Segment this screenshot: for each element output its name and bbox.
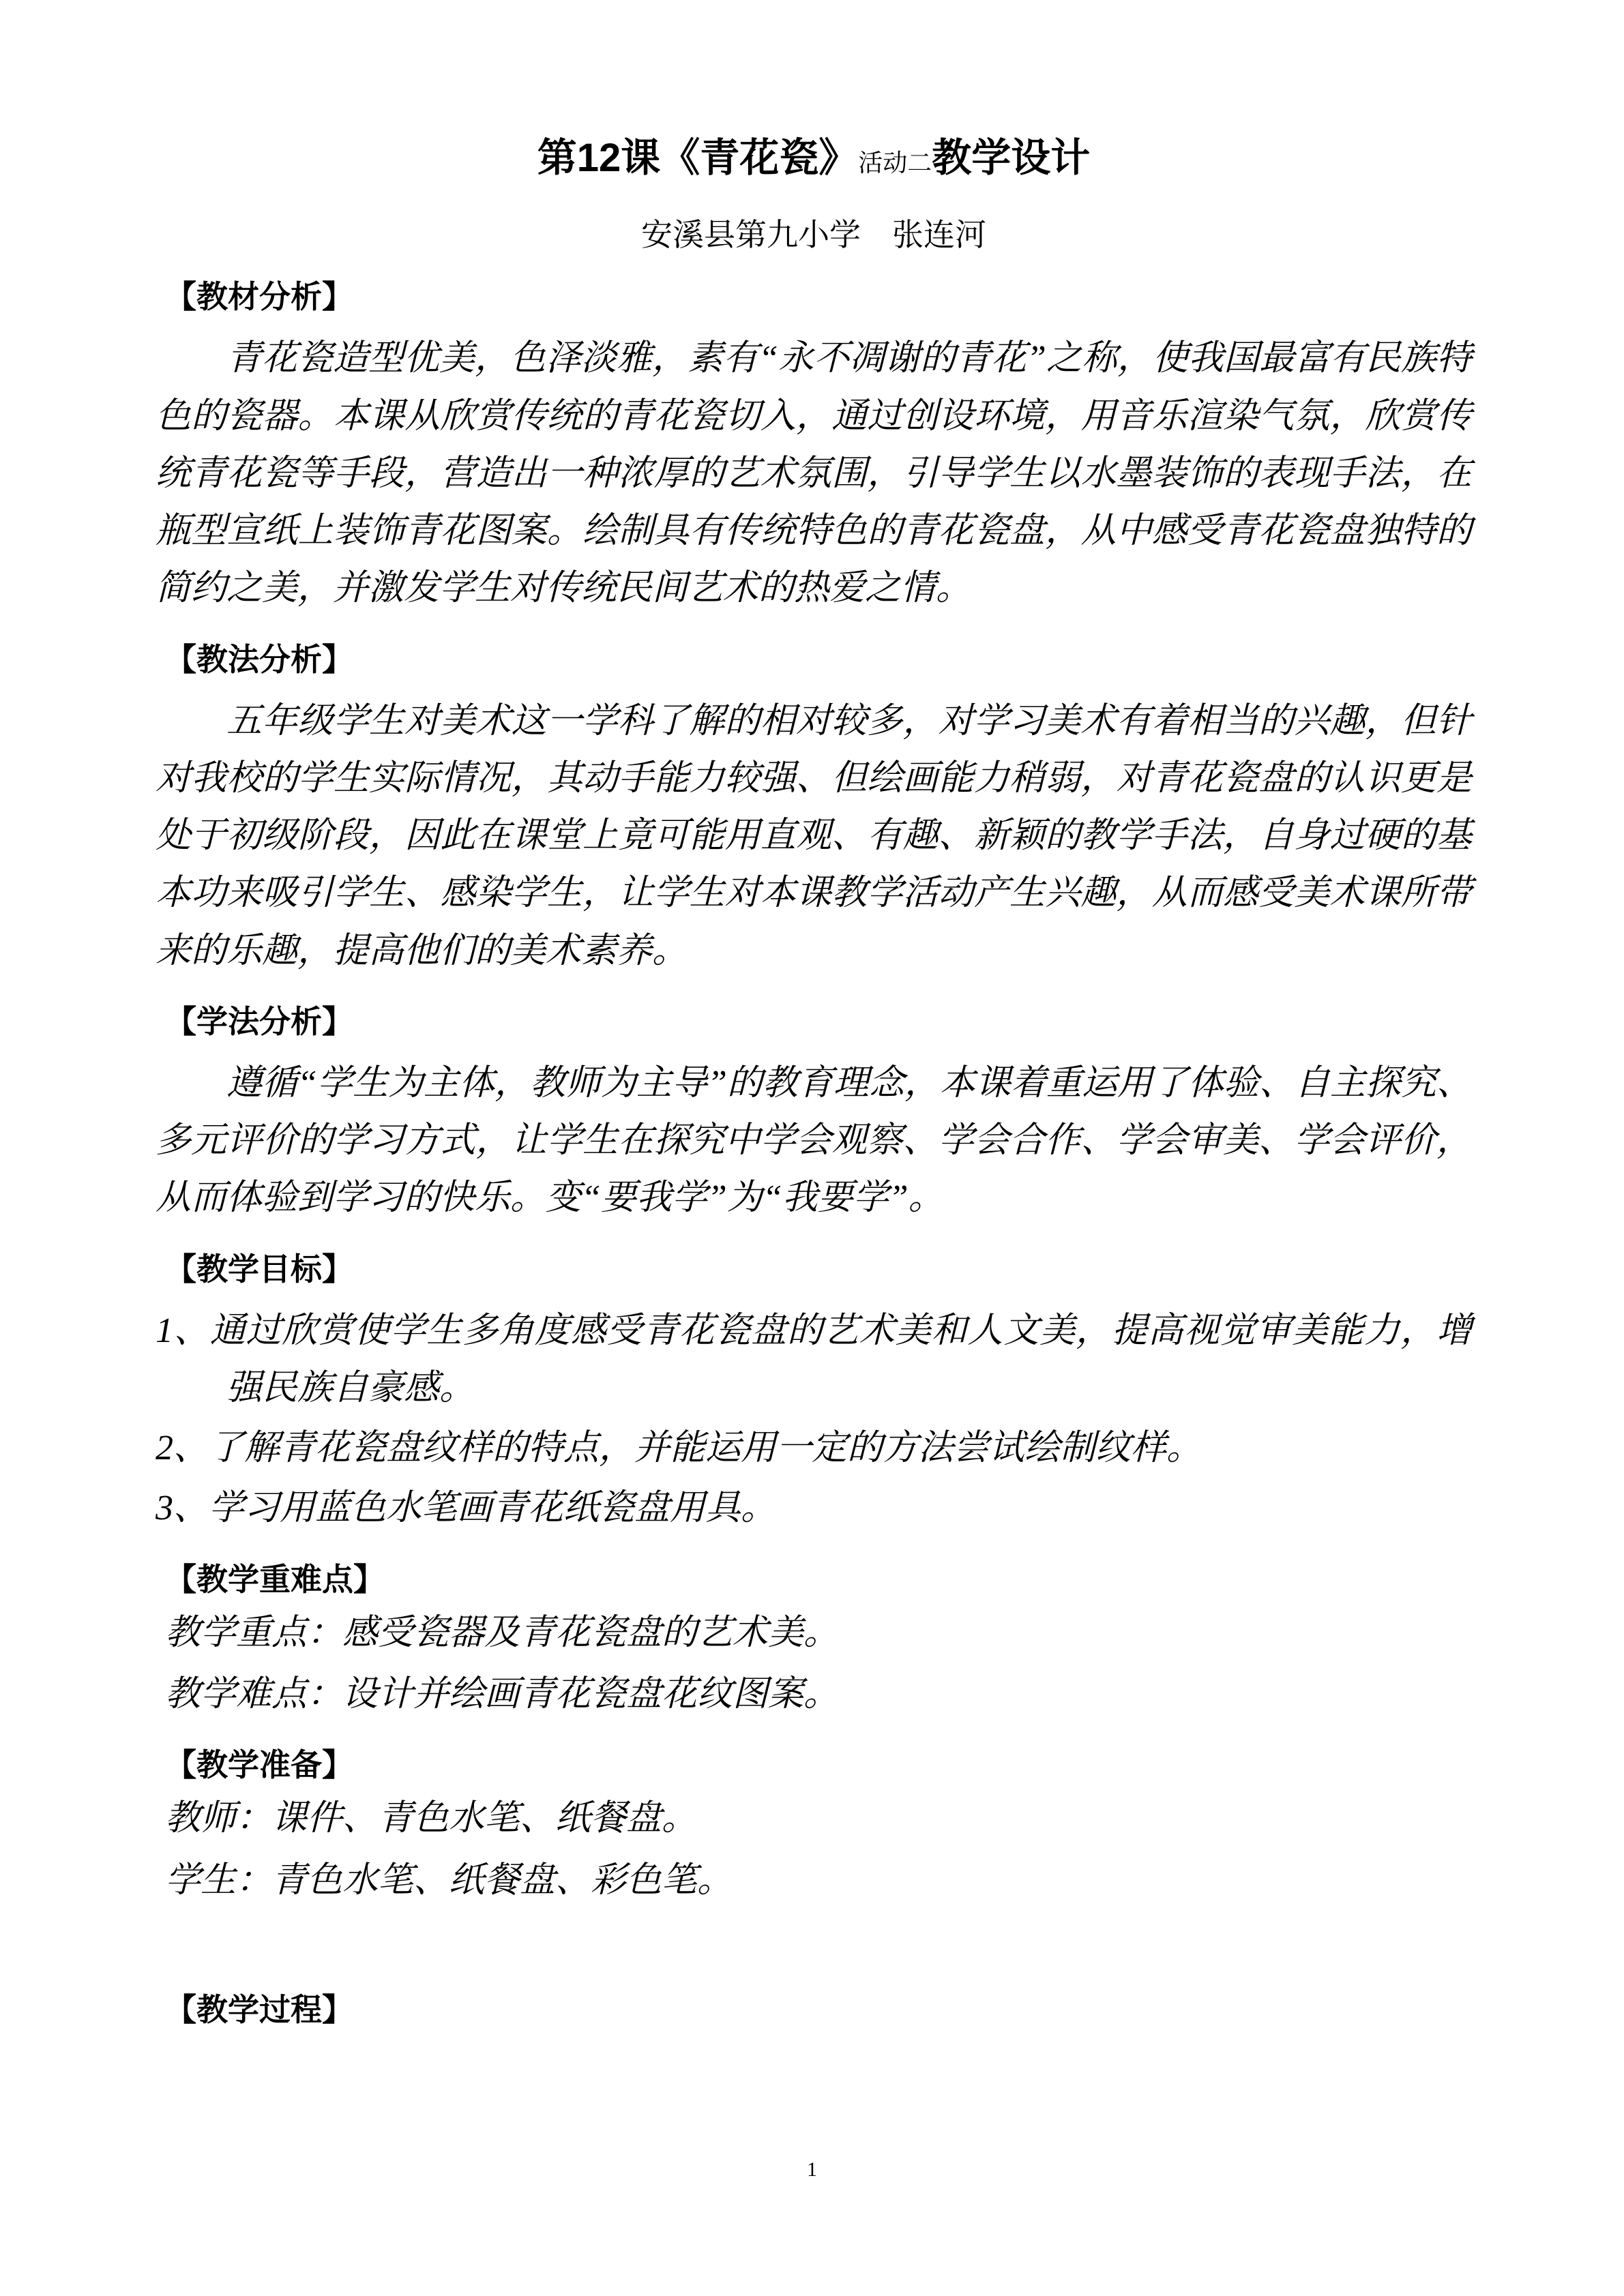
difficult-point-line: 教学难点：设计并绘画青花瓷盘花纹图案。 [165,1674,840,1714]
section-heading-textbook-analysis: 【教材分析】 [165,279,353,315]
section-heading-teaching-preparation: 【教学准备】 [165,1747,353,1783]
preparation-teacher-line: 教师：课件、青色水笔、纸餐盘。 [165,1799,698,1838]
section-heading-key-difficult-points: 【教学重难点】 [165,1561,385,1597]
section-heading-teaching-method-analysis: 【教法分析】 [165,641,353,677]
preparation-student-line: 学生：青色水笔、纸餐盘、彩色笔。 [165,1860,733,1900]
list-item: 3、学习用蓝色水笔画青花纸瓷盘用具。 [156,1489,777,1528]
key-point-line: 教学重点：感受瓷器及青花瓷盘的艺术美。 [165,1613,840,1652]
page-number: 1 [807,2158,817,2181]
byline: 安溪县第九小学 张连河 [641,217,986,252]
page-title-activity: 活动二 [858,149,932,177]
page-title-prefix: 第12课《青花瓷》 [537,136,859,180]
teaching-objectives-list [156,1302,1472,1538]
list-item: 1、通过欣赏使学生多角度感受青花瓷盘的艺术美和人文美，提高视觉审美能力，增强民族自豪感。 [156,1311,1472,1407]
paragraph-textbook-analysis: 青花瓷造型优美，色泽淡雅，素有“永不凋谢的青花”之称，使我国最富有民族特色的瓷器。本课从欣赏传统的青花瓷切入，通过创设环境，用音乐渲染气氛，欣赏传统青花瓷等手段，营造出一种浓厚的艺术氛围，引导学生以水墨装饰的表现手法，在瓶型宣纸上装饰青花图案。绘制具有传统特色的青花瓷盘，从中感受青花瓷盘独特的简约之美，并激发学生对传统民间艺术的热爱之情。 [156,339,1472,608]
page-title [156,134,1472,183]
spacer [156,1909,1472,1968]
section-heading-learning-method-analysis: 【学法分析】 [165,1003,353,1039]
document-content [156,134,1472,2031]
paragraph-learning-method-analysis: 遵循“学生为主体，教师为主导”的教育理念，本课着重运用了体验、自主探究、多元评价的学习方式，让学生在探究中学会观察、学会合作、学会审美、学会评价，从而体验到学习的快乐。变“要我学”为“我要学”。 [156,1063,1472,1218]
section-heading-teaching-process: 【教学过程】 [165,1991,353,2027]
section-heading-teaching-objectives: 【教学目标】 [165,1251,353,1287]
page-title-suffix: 教学设计 [932,136,1091,180]
list-item: 2、了解青花瓷盘纹样的特点，并能运用一定的方法尝试绘制纹样。 [156,1429,1202,1468]
paragraph-teaching-method-analysis: 五年级学生对美术这一学科了解的相对较多，对学习美术有着相当的兴趣，但针对我校的学生实际情况，其动手能力较强、但绘画能力稍弱，对青花瓷盘的认识更是处于初级阶段，因此在课堂上竟可能用直观、有趣、新颖的教学手法，自身过硬的基本功来吸引学生、感染学生，让学生对本课教学活动产生兴趣，从而感受美术课所带来的乐趣，提高他们的美术素养。 [156,701,1472,970]
